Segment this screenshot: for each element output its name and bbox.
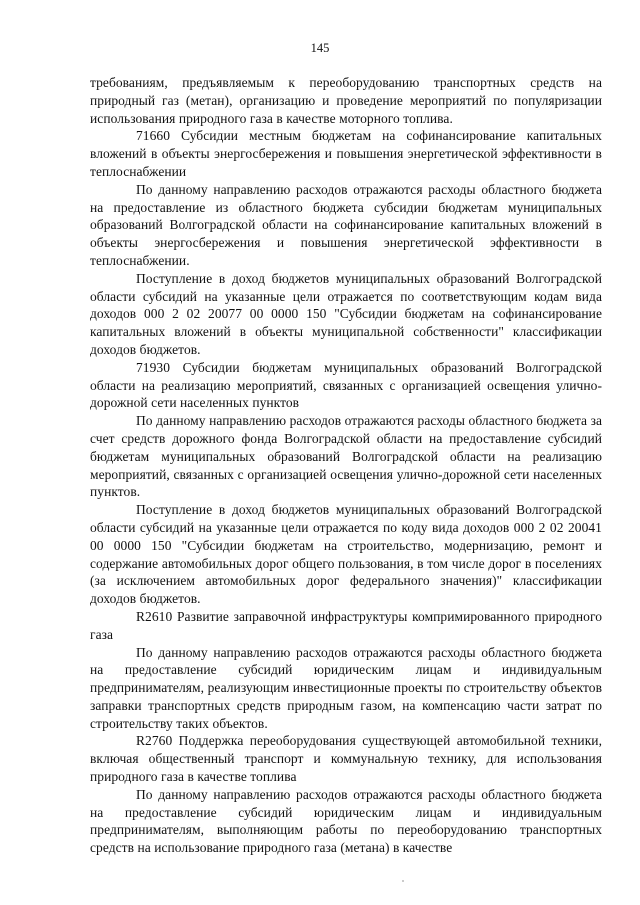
scan-speck <box>402 880 404 882</box>
section-heading-71930: 71930 Субсидии бюджетам муниципальных образований Волгоградской области на реализацию мероприятий, связанных с организацией освещения улично-дорожной сети населенных пунктов <box>90 359 602 411</box>
paragraph-continuation: требованиям, предъявляемым к переоборудованию транспортных средств на природный газ (метан), организацию и проведение мероприятий по популяризации использования природного газа в качестве моторного топлива. <box>90 75 602 126</box>
section-heading-71660: 71660 Субсидии местным бюджетам на софинансирование капитальных вложений в объекты энергосбережения и повышения энергетической эффективности в теплоснабжении <box>90 128 602 179</box>
paragraph: По данному направлению расходов отражаются расходы областного бюджета на предоставление субсидий юридическим лицам и индивидуальным предпринимателям, реализующим инвестиционные проекты по строительству объектов заправки транспортных средств природным газом, на компенсацию части затрат по строительству таких объектов. <box>90 644 602 731</box>
paragraph: По данному направлению расходов отражаются расходы областного бюджета за счет средств дорожного фонда Волгоградской области на предоставление субсидий бюджетам муниципальных образований Волгоградской области на реализацию мероприятий, связанных с организацией освещения улично-дорожной сети населенных пунктов. <box>90 413 602 500</box>
paragraph: Поступление в доход бюджетов муниципальных образований Волгоградской области субсидий на указанные цели отражается по соответствующим кодам вида доходов 000 2 02 20077 00 0000 150 "Субсидии бюджетам на софинансирование капитальных вложений в объекты муниципальной собственности" классификации доходов бюджетов. <box>90 270 602 357</box>
paragraph: По данному направлению расходов отражаются расходы областного бюджета на предоставление субсидий юридическим лицам и индивидуальным предпринимателям, выполняющим работы по переоборудованию транспортных средств на использование природного газа (метана) в качестве <box>90 786 602 856</box>
paragraph: Поступление в доход бюджетов муниципальных образований Волгоградской области субсидий на указанные цели отражается по коду вида доходов 000 2 02 20041 00 0000 150 "Субсидии бюджетам на строительство, модернизацию, ремонт и содержание автомобильных дорог общего пользования, в том числе дорог в поселениях (за исключением автомобильных дорог федерального значения)" классификации доходов бюджетов. <box>90 502 602 607</box>
page-number: 145 <box>310 41 330 55</box>
document-body <box>90 74 602 857</box>
paragraph: По данному направлению расходов отражаются расходы областного бюджета на предоставление из областного бюджета субсидии бюджетам муниципальных образований Волгоградской области на софинансирование капитальных вложений в объекты энергосбережения и повышения энергетической эффективности в теплоснабжении. <box>90 181 602 268</box>
section-heading-r2760: R2760 Поддержка переоборудования существующей автомобильной техники, включая общественный транспорт и коммунальную технику, для использования природного газа в качестве топлива <box>90 733 602 785</box>
section-heading-r2610: R2610 Развитие заправочной инфраструктуры компримированного природного газа <box>90 608 602 642</box>
